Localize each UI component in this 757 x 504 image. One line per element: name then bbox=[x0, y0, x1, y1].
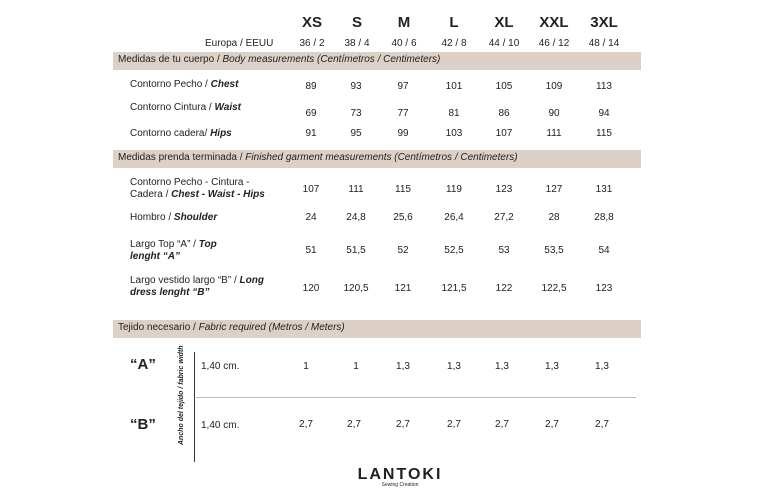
row-label-shoulder: Hombro / Shoulder bbox=[130, 212, 218, 223]
eu-size-l: 42 / 8 bbox=[441, 38, 467, 49]
cell: 91 bbox=[305, 128, 317, 139]
section-title-garment-en: Finished garment measurements (Centímetros / Centimeters) bbox=[245, 152, 518, 163]
cell: 1,3 bbox=[447, 361, 461, 372]
cell: 2,7 bbox=[595, 419, 609, 430]
cell: 27,2 bbox=[494, 212, 514, 223]
fabric-width-axis-label: Ancho del tejido / fabric width bbox=[178, 345, 185, 445]
cell: 101 bbox=[445, 81, 463, 92]
row-label-chest: Contorno Pecho / Chest bbox=[130, 79, 239, 90]
eu-size-xs: 36 / 2 bbox=[299, 38, 325, 49]
cell: 73 bbox=[350, 108, 362, 119]
cell: 51 bbox=[305, 245, 317, 256]
size-header-xxl: XXL bbox=[539, 14, 569, 31]
cell: 107 bbox=[495, 128, 513, 139]
cell: 52 bbox=[397, 245, 409, 256]
cell: 53,5 bbox=[544, 245, 564, 256]
cell: 24 bbox=[305, 212, 317, 223]
cell: 1,3 bbox=[595, 361, 609, 372]
section-band-fabric bbox=[113, 320, 641, 338]
cell: 121,5 bbox=[441, 283, 467, 294]
cell: 93 bbox=[350, 81, 362, 92]
row-label-hips: Contorno cadera/ Hips bbox=[130, 128, 232, 139]
fabric-width-a: 1,40 cm. bbox=[201, 361, 240, 372]
cell: 2,7 bbox=[396, 419, 410, 430]
cell: 28 bbox=[548, 212, 560, 223]
cell: 103 bbox=[445, 128, 463, 139]
cell: 115 bbox=[596, 128, 612, 139]
brand-logo: LANTOKI bbox=[357, 466, 443, 483]
cell: 25,6 bbox=[393, 212, 413, 223]
cell: 119 bbox=[446, 184, 462, 195]
cell: 26,4 bbox=[444, 212, 464, 223]
cell: 94 bbox=[598, 108, 610, 119]
region-label: Europa / EEUU bbox=[205, 38, 274, 49]
cell: 99 bbox=[397, 128, 409, 139]
cell: 1 bbox=[303, 361, 309, 372]
cell: 109 bbox=[545, 81, 563, 92]
cell: 90 bbox=[548, 108, 560, 119]
cell: 113 bbox=[596, 81, 612, 92]
cell: 122,5 bbox=[541, 283, 567, 294]
fabric-vertical-divider bbox=[194, 352, 195, 462]
section-title-fabric-en: Fabric required (Metros / Meters) bbox=[198, 322, 345, 333]
fabric-row-b-name: “B” bbox=[130, 416, 156, 433]
section-band-body bbox=[113, 52, 641, 70]
cell: 127 bbox=[545, 184, 563, 195]
size-header-xl: XL bbox=[494, 14, 514, 31]
eu-size-xl: 44 / 10 bbox=[488, 38, 520, 49]
cell: 1,3 bbox=[396, 361, 410, 372]
cell: 123 bbox=[495, 184, 513, 195]
section-title-garment: Medidas prenda terminada / bbox=[118, 152, 246, 163]
brand-tagline: Sewing Creation bbox=[381, 482, 419, 488]
cell: 122 bbox=[495, 283, 513, 294]
fabric-row-a-name: “A” bbox=[130, 356, 156, 373]
cell: 1 bbox=[353, 361, 359, 372]
eu-size-s: 38 / 4 bbox=[344, 38, 370, 49]
cell: 2,7 bbox=[347, 419, 361, 430]
cell: 111 bbox=[348, 184, 364, 195]
cell: 2,7 bbox=[299, 419, 313, 430]
section-title-fabric: Tejido necesario / bbox=[118, 322, 199, 333]
cell: 2,7 bbox=[495, 419, 509, 430]
cell: 51,5 bbox=[346, 245, 366, 256]
cell: 131 bbox=[595, 184, 613, 195]
cell: 52,5 bbox=[444, 245, 464, 256]
eu-size-m: 40 / 6 bbox=[391, 38, 417, 49]
cell: 105 bbox=[495, 81, 513, 92]
size-header-xs: XS bbox=[301, 14, 322, 31]
cell: 2,7 bbox=[447, 419, 461, 430]
cell: 81 bbox=[448, 108, 460, 119]
fabric-row-divider bbox=[196, 397, 636, 398]
row-label-top-length: Largo Top “A” / Top lenght “A” bbox=[130, 239, 217, 262]
cell: 1,3 bbox=[545, 361, 559, 372]
eu-size-3xl: 48 / 14 bbox=[588, 38, 620, 49]
cell: 77 bbox=[397, 108, 409, 119]
size-header-3xl: 3XL bbox=[590, 14, 618, 31]
section-band-garment bbox=[113, 150, 641, 168]
cell: 86 bbox=[498, 108, 510, 119]
cell: 24,8 bbox=[346, 212, 366, 223]
row-label-chest-waist-hips: Contorno Pecho - Cintura - Cadera / Chest - Waist - Hips bbox=[130, 177, 265, 200]
cell: 89 bbox=[305, 81, 317, 92]
cell: 95 bbox=[350, 128, 362, 139]
size-header-m: M bbox=[397, 14, 411, 31]
fabric-width-b: 1,40 cm. bbox=[201, 420, 240, 431]
cell: 115 bbox=[395, 184, 411, 195]
cell: 2,7 bbox=[545, 419, 559, 430]
section-title-body: Medidas de tu cuerpo / bbox=[118, 54, 223, 65]
size-header-s: S bbox=[351, 14, 362, 31]
size-header-l: L bbox=[449, 14, 459, 31]
cell: 54 bbox=[598, 245, 610, 256]
row-label-waist: Contorno Cintura / Waist bbox=[130, 102, 241, 113]
cell: 69 bbox=[305, 108, 317, 119]
cell: 28,8 bbox=[594, 212, 614, 223]
cell: 1,3 bbox=[495, 361, 509, 372]
cell: 53 bbox=[498, 245, 510, 256]
cell: 120,5 bbox=[343, 283, 369, 294]
cell: 120 bbox=[302, 283, 320, 294]
cell: 107 bbox=[302, 184, 320, 195]
row-label-dress-length: Largo vestido largo “B” / Long dress lenght “B” bbox=[130, 275, 264, 298]
section-title-body-en: Body measurements (Centímetros / Centimeters) bbox=[222, 54, 441, 65]
cell: 123 bbox=[595, 283, 613, 294]
cell: 111 bbox=[546, 128, 562, 139]
cell: 97 bbox=[397, 81, 409, 92]
cell: 121 bbox=[394, 283, 412, 294]
eu-size-xxl: 46 / 12 bbox=[538, 38, 570, 49]
